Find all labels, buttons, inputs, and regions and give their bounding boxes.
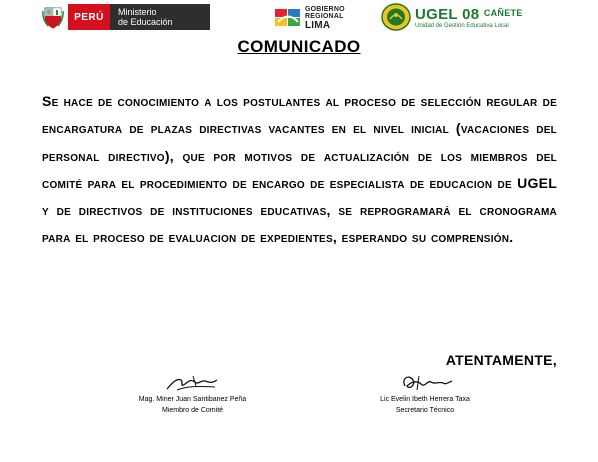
gore-line3: LIMA bbox=[305, 19, 331, 31]
gore-lima-icon bbox=[274, 7, 302, 29]
peru-shield-icon bbox=[38, 4, 68, 30]
gore-text bbox=[302, 6, 345, 31]
ugel-number: UGEL 08 bbox=[415, 5, 480, 23]
gobierno-regional-lima-logo bbox=[274, 5, 345, 31]
ugel-text bbox=[411, 5, 523, 30]
gore-line1: GOBIERNO bbox=[305, 5, 345, 13]
ugel-08-logo bbox=[381, 3, 523, 31]
gore-line2: REGIONAL bbox=[305, 13, 344, 20]
ministerio-label bbox=[110, 4, 210, 30]
signature-right-icon bbox=[395, 372, 455, 394]
page-title: COMUNICADO bbox=[237, 37, 361, 56]
signer-right-role: Secretario Técnico bbox=[395, 407, 455, 414]
notice-body: Se hace de conocimiento a los postulantes al proceso de selección regular de encargatura de plazas directivas vacantes en el nivel inicial (vacaciones del personal directivo), que por motivos de actualización de los miembros del comité para el procedimiento de encargo de especialista de educacion de UGEL y de directivos de instituciones educativas, se reprogramará el cronograma para el proceso de evaluacion de expedientes, esperando su comprensión. bbox=[42, 93, 557, 246]
header-logos bbox=[0, 2, 598, 32]
ugel-subtitle: Unidad de Gestión Educativa Local bbox=[415, 22, 509, 29]
peru-label: PERÚ bbox=[68, 4, 110, 30]
ministerio-line2: de Educación bbox=[118, 17, 173, 27]
ugel-place: CAÑETE bbox=[483, 7, 523, 18]
ministerio-educacion-logo bbox=[38, 4, 210, 30]
signer-right-name: Lic Evelin Ibeth Herrera Taxa bbox=[380, 396, 470, 403]
signature-block-right bbox=[355, 372, 495, 416]
ministerio-line1: Ministerio bbox=[118, 7, 157, 17]
ugel-seal-icon bbox=[381, 3, 411, 31]
ugel-name bbox=[415, 5, 523, 23]
signature-left-icon bbox=[163, 372, 223, 394]
signer-left-role: Miembro de Comité bbox=[161, 407, 224, 414]
closing-salutation: ATENTAMENTE, bbox=[445, 352, 557, 368]
signature-block-left bbox=[120, 372, 265, 416]
signer-left-name: Mag. Miner Juan Santibanez Peña bbox=[138, 396, 247, 403]
